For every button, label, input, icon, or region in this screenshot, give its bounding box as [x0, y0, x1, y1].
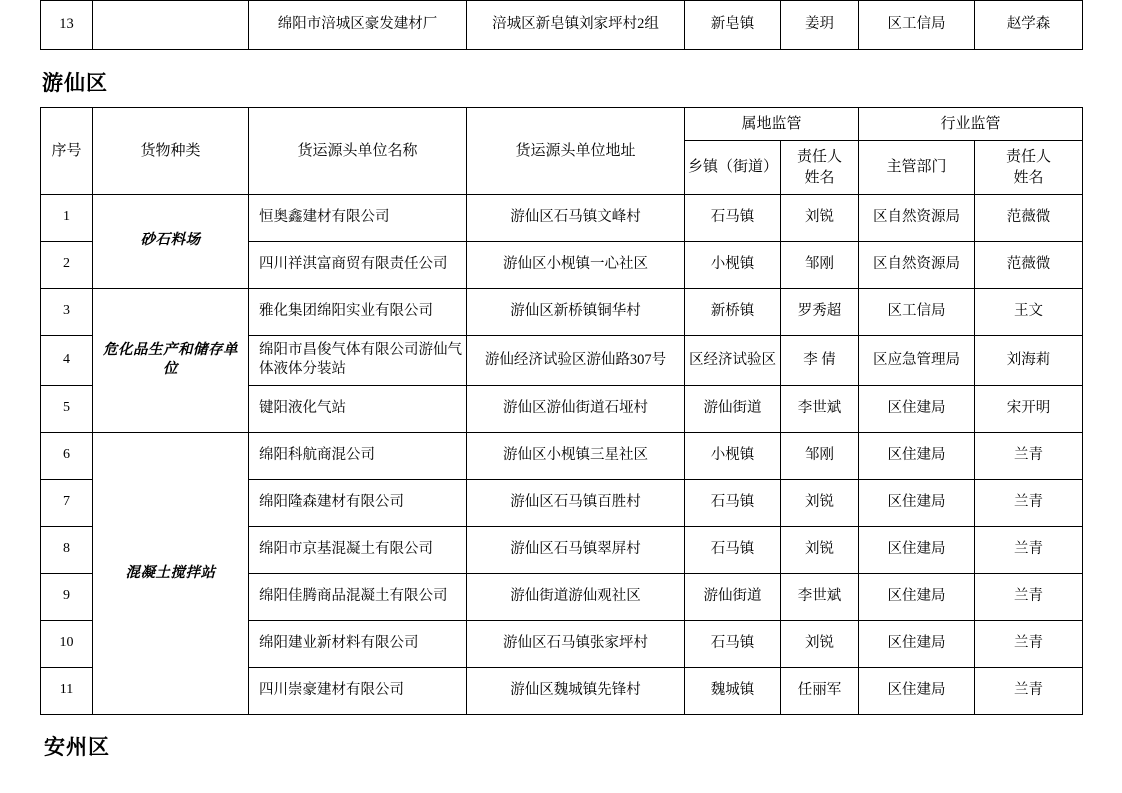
cell-department: 区住建局 — [859, 620, 975, 667]
cell-local-person: 李 倩 — [781, 335, 859, 385]
cell-department: 区工信局 — [859, 288, 975, 335]
cell-unit-name: 绵阳佳腾商品混凝土有限公司 — [249, 573, 467, 620]
cell-unit-address: 游仙区石马镇百胜村 — [467, 479, 685, 526]
cell-department: 区住建局 — [859, 432, 975, 479]
cell-unit-name: 雅化集团绵阳实业有限公司 — [249, 288, 467, 335]
cell-industry-person: 赵学森 — [975, 1, 1083, 50]
cell-industry-person: 宋开明 — [975, 385, 1083, 432]
cell-department: 区自然资源局 — [859, 241, 975, 288]
cell-seq: 1 — [41, 194, 93, 241]
cell-township: 石马镇 — [685, 620, 781, 667]
cell-category-hazardous: 危化品生产和储存单位 — [93, 288, 249, 432]
cell-unit-address: 游仙区小枧镇三星社区 — [467, 432, 685, 479]
cell-industry-person: 刘海莉 — [975, 335, 1083, 385]
cell-unit-name: 绵阳市京基混凝土有限公司 — [249, 526, 467, 573]
cell-unit-address: 涪城区新皂镇刘家坪村2组 — [467, 1, 685, 50]
cell-unit-address: 游仙区新桥镇铜华村 — [467, 288, 685, 335]
cell-township: 区经济试验区 — [685, 335, 781, 385]
cell-category-concrete: 混凝土搅拌站 — [93, 432, 249, 714]
cell-department: 区住建局 — [859, 573, 975, 620]
cell-department: 区住建局 — [859, 667, 975, 714]
cell-unit-address: 游仙区魏城镇先锋村 — [467, 667, 685, 714]
table-row — [41, 432, 1083, 479]
cell-department: 区应急管理局 — [859, 335, 975, 385]
cell-seq: 4 — [41, 335, 93, 385]
cell-department: 区自然资源局 — [859, 194, 975, 241]
cell-seq: 10 — [41, 620, 93, 667]
table-row — [41, 288, 1083, 335]
cell-local-person: 刘锐 — [781, 526, 859, 573]
cell-seq: 6 — [41, 432, 93, 479]
header-unit-name: 货运源头单位名称 — [249, 108, 467, 195]
cell-local-person: 刘锐 — [781, 194, 859, 241]
cell-unit-address: 游仙区游仙街道石垭村 — [467, 385, 685, 432]
header-unit-address: 货运源头单位地址 — [467, 108, 685, 195]
header-department: 主管部门 — [859, 141, 975, 195]
cell-seq: 5 — [41, 385, 93, 432]
cell-industry-person: 兰青 — [975, 667, 1083, 714]
header-industry-supervision: 行业监管 — [859, 108, 1083, 141]
cell-department: 区住建局 — [859, 526, 975, 573]
cell-seq: 7 — [41, 479, 93, 526]
header-local-supervision: 属地监管 — [685, 108, 859, 141]
cell-unit-name: 四川崇豪建材有限公司 — [249, 667, 467, 714]
header-industry-person: 责任人 姓名 — [975, 141, 1083, 195]
cell-local-person: 邹刚 — [781, 432, 859, 479]
cell-unit-name: 绵阳隆森建材有限公司 — [249, 479, 467, 526]
cell-township: 小枧镇 — [685, 241, 781, 288]
cell-seq: 8 — [41, 526, 93, 573]
cell-unit-name: 恒奥鑫建材有限公司 — [249, 194, 467, 241]
cell-unit-name: 绵阳科航商混公司 — [249, 432, 467, 479]
cell-department: 区住建局 — [859, 479, 975, 526]
cell-industry-person: 兰青 — [975, 573, 1083, 620]
section-heading-youxian: 游仙区 — [42, 72, 108, 95]
cell-goods-type — [93, 1, 249, 50]
cell-township: 石马镇 — [685, 479, 781, 526]
cell-seq: 11 — [41, 667, 93, 714]
header-township: 乡镇（街道） — [685, 141, 781, 195]
cell-unit-address: 游仙区石马镇张家坪村 — [467, 620, 685, 667]
cell-seq: 9 — [41, 573, 93, 620]
cell-unit-address: 游仙区小枧镇一心社区 — [467, 241, 685, 288]
cell-seq: 2 — [41, 241, 93, 288]
cell-township: 新皂镇 — [685, 1, 781, 50]
cell-category-sand: 砂石料场 — [93, 194, 249, 288]
cell-local-person: 刘锐 — [781, 620, 859, 667]
cell-seq: 13 — [41, 1, 93, 50]
cell-local-person: 任丽军 — [781, 667, 859, 714]
previous-section-table — [40, 0, 1083, 50]
cell-local-person: 刘锐 — [781, 479, 859, 526]
cell-industry-person: 范薇微 — [975, 194, 1083, 241]
cell-industry-person: 兰青 — [975, 432, 1083, 479]
cell-local-person: 姜玥 — [781, 1, 859, 50]
cell-local-person: 李世斌 — [781, 573, 859, 620]
cell-local-person: 罗秀超 — [781, 288, 859, 335]
header-responsible-person: 责任人 姓名 — [781, 141, 859, 195]
cell-department: 区住建局 — [859, 385, 975, 432]
cell-local-person: 邹刚 — [781, 241, 859, 288]
table-row — [41, 194, 1083, 241]
cell-township: 魏城镇 — [685, 667, 781, 714]
cell-unit-address: 游仙街道游仙观社区 — [467, 573, 685, 620]
cell-industry-person: 兰青 — [975, 526, 1083, 573]
cell-industry-person: 兰青 — [975, 620, 1083, 667]
cell-unit-name: 四川祥淇富商贸有限责任公司 — [249, 241, 467, 288]
youxian-district-table — [40, 107, 1083, 715]
cell-industry-person: 王文 — [975, 288, 1083, 335]
cell-unit-name: 绵阳市昌俊气体有限公司游仙气体液体分装站 — [249, 335, 467, 385]
cell-township: 石马镇 — [685, 526, 781, 573]
cell-industry-person: 兰青 — [975, 479, 1083, 526]
cell-township: 新桥镇 — [685, 288, 781, 335]
header-seq: 序号 — [41, 108, 93, 195]
cell-unit-address: 游仙经济试验区游仙路307号 — [467, 335, 685, 385]
cell-local-person: 李世斌 — [781, 385, 859, 432]
cell-unit-address: 游仙区石马镇文峰村 — [467, 194, 685, 241]
cell-industry-person: 范薇微 — [975, 241, 1083, 288]
cell-unit-address: 游仙区石马镇翠屏村 — [467, 526, 685, 573]
cell-township: 石马镇 — [685, 194, 781, 241]
cell-seq: 3 — [41, 288, 93, 335]
cell-unit-name: 键阳液化气站 — [249, 385, 467, 432]
section-heading-anzhou: 安州区 — [44, 736, 110, 759]
cell-township: 小枧镇 — [685, 432, 781, 479]
cell-township: 游仙街道 — [685, 385, 781, 432]
cell-unit-name: 绵阳建业新材料有限公司 — [249, 620, 467, 667]
cell-department: 区工信局 — [859, 1, 975, 50]
cell-unit-name: 绵阳市涪城区豪发建材厂 — [249, 1, 467, 50]
header-goods-type: 货物种类 — [93, 108, 249, 195]
table-row — [41, 1, 1083, 50]
cell-township: 游仙街道 — [685, 573, 781, 620]
table-header-row-1 — [41, 108, 1083, 141]
